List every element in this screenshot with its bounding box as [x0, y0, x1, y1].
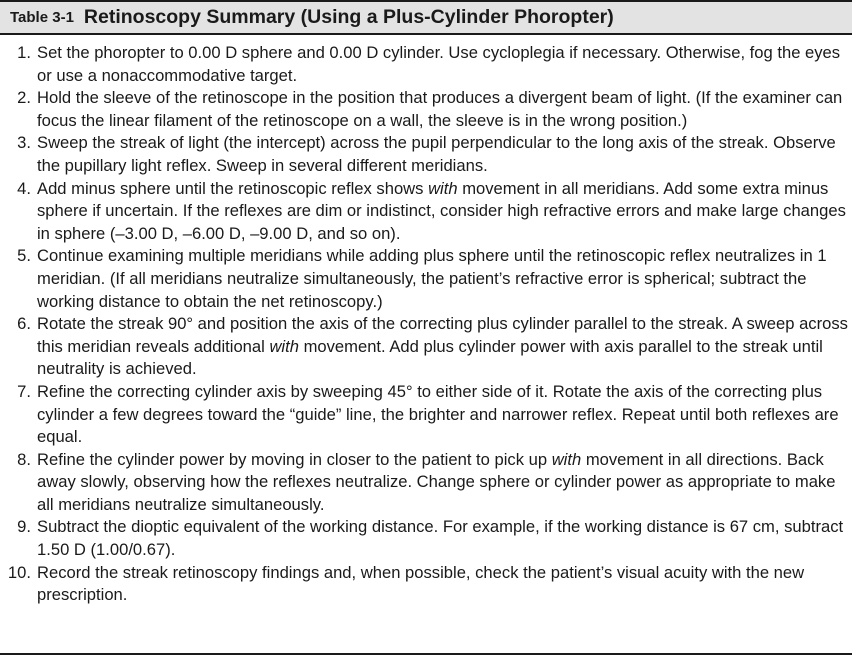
- step-number: 10.: [7, 562, 31, 582]
- step-text-part: Subtract the dioptic equivalent of the working distance. For example, if the working distance is 67 cm, subtract 1.50 D (1.00/0.67).: [37, 517, 844, 560]
- step-item: [0, 381, 852, 449]
- step-number: 6.: [17, 314, 31, 334]
- step-item: [0, 313, 852, 381]
- step-text-emphasis: with: [428, 178, 458, 198]
- step-item: [0, 132, 852, 177]
- step-item: [0, 245, 852, 313]
- table-number: Table 3-1: [10, 9, 74, 26]
- step-number: 3.: [17, 133, 31, 153]
- step-text-emphasis: with: [269, 336, 299, 356]
- table-bottom-rule: [0, 653, 852, 655]
- step-text: [37, 381, 852, 449]
- step-text: [37, 132, 852, 177]
- step-text-part: Refine the cylinder power by moving in closer to the patient to pick up: [37, 449, 552, 469]
- step-text: [37, 562, 852, 607]
- step-number: 4.: [17, 178, 31, 198]
- step-text: [37, 313, 852, 381]
- step-text-part: Set the phoropter to 0.00 D sphere and 0.00 D cylinder. Use cycloplegia if necessary. Otherwise, fog the eyes or use a nonaccommodative target.: [37, 43, 841, 85]
- step-text-part: Hold the sleeve of the retinoscope in the position that produces a divergent beam of light. (If the examiner can focus the linear filament of the retinoscope on a wall, the sleeve is in the wrong position.): [37, 88, 843, 130]
- step-text-part: movement in all directions. Back away slowly, observing how the reflexes neutralize. Change sphere or cylinder power as appropriate to make all meridians neutralize simultaneously.: [37, 449, 836, 514]
- step-item: [0, 87, 852, 132]
- step-text-part: Sweep the streak of light (the intercept) across the pupil perpendicular to the long axis of the streak. Observe the pupillary light reflex. Sweep in several different meridians.: [37, 133, 836, 175]
- step-item: [0, 449, 852, 517]
- step-number: 5.: [17, 246, 31, 266]
- step-number: 1.: [17, 43, 31, 62]
- step-text-part: Rotate the streak 90° and position the axis of the correcting plus cylinder parallel to the streak. A sweep across this meridian reveals additional: [37, 314, 848, 356]
- step-text-part: Continue examining multiple meridians while adding plus sphere until the retinoscopic reflex neutralizes in 1 meridian. (If all meridians neutralize simultaneously, the patient’s refractive error is spherical; subtract the working distance to obtain the net retinoscopy.): [37, 246, 827, 311]
- table-title: Retinoscopy Summary (Using a Plus-Cylinder Phoropter): [83, 6, 614, 28]
- step-text: [37, 42, 852, 87]
- step-item: [0, 42, 852, 87]
- step-item: [0, 562, 852, 607]
- step-number: 2.: [17, 88, 31, 108]
- step-text-part: Record the streak retinoscopy findings and, when possible, check the patient’s visual acuity with the new prescription.: [37, 562, 805, 605]
- step-text-part: Refine the correcting cylinder axis by sweeping 45° to either side of it. Rotate the axis of the correcting plus cylinder a few degrees toward the “guide” line, the brighter and narrower reflex. Repeat until both reflexes are equal.: [37, 381, 839, 447]
- step-number: 7.: [17, 381, 31, 401]
- step-item: [0, 178, 852, 246]
- step-text-part: Add minus sphere until the retinoscopic reflex shows: [37, 178, 429, 198]
- step-text-part: movement. Add plus cylinder power with axis parallel to the streak until neutrality is achieved.: [37, 336, 823, 379]
- step-item: [0, 516, 852, 561]
- table-header: [0, 0, 852, 35]
- step-number: 9.: [17, 517, 31, 537]
- step-text: [37, 449, 852, 517]
- step-text-part: movement in all meridians. Add some extra minus sphere if uncertain. If the reflexes are dim or indistinct, consider high refractive errors and make large changes in sphere (–3.00 D, –6.00 D, –9.00 D, and so on).: [37, 178, 846, 243]
- step-text: [37, 516, 852, 561]
- step-list: [0, 42, 852, 607]
- step-text-emphasis: with: [551, 449, 582, 469]
- step-number: 8.: [17, 449, 31, 469]
- step-text: [37, 87, 852, 132]
- step-text: [37, 245, 852, 313]
- step-text: [37, 178, 852, 246]
